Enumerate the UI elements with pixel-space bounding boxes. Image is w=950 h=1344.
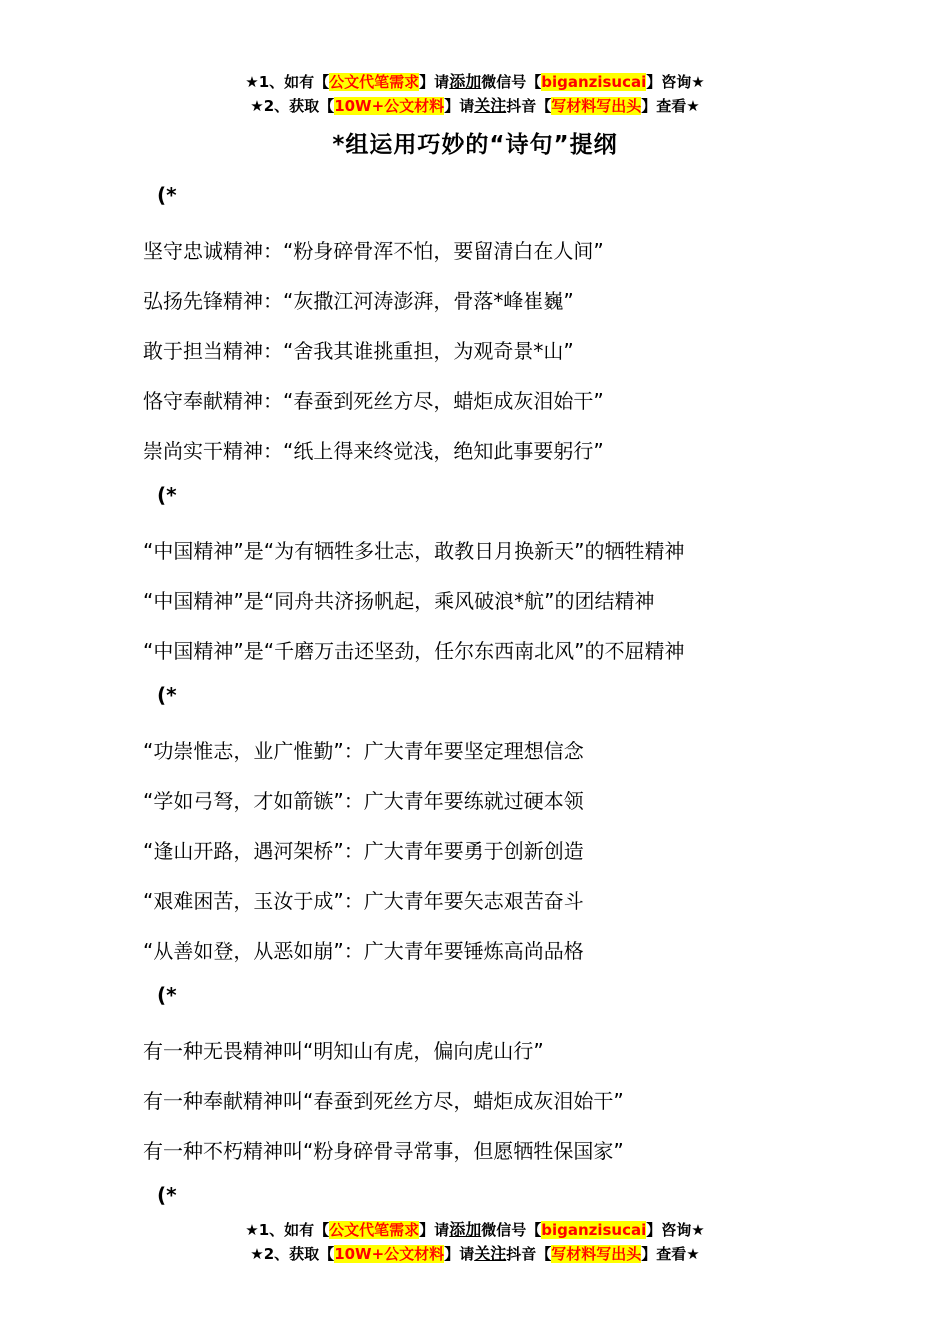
banner-line-2 [0,94,950,118]
page-title: *组运用巧妙的“诗句”提纲 [332,132,618,158]
section-heading: (* [157,483,177,507]
list-item: 有一种不朽精神叫“粉身碎骨寻常事，但愿牺牲保国家” [143,1139,624,1163]
footer-banner [0,1218,950,1266]
banner-text: 】请 [419,1221,450,1239]
banner-text: ★2、获取【 [250,1245,335,1263]
underlined-text: 关注 [474,96,507,115]
section-heading: (* [157,1183,177,1207]
list-item: 坚守忠诚精神：“粉身碎骨浑不怕，要留清白在人间” [143,239,604,263]
list-item: “中国精神”是“千磨万击还坚劲，任尔东西南北风”的不屈精神 [143,639,685,663]
list-item: 崇尚实干精神：“纸上得来终觉浅，绝知此事要躬行” [143,439,604,463]
list-item: 恪守奉献精神：“春蚕到死丝方尽，蜡炬成灰泪始干” [143,389,604,413]
highlight-douyin-id: 写材料写出头 [551,97,642,115]
banner-text: 】请 [444,1245,475,1263]
banner-text: ★1、如有【 [245,73,330,91]
banner-text: 微信号【 [481,73,542,91]
banner-text: 】咨询★ [646,73,705,91]
list-item: 有一种无畏精神叫“明知山有虎，偏向虎山行” [143,1039,544,1063]
highlight-materials: 10W+公文材料 [334,97,445,115]
list-item: “学如弓弩，才如箭镞”：广大青年要练就过硬本领 [143,789,584,813]
underlined-text: 添加 [449,72,482,91]
banner-text: 】查看★ [641,1245,700,1263]
list-item: “功崇惟志，业广惟勤”：广大青年要坚定理想信念 [143,739,584,763]
highlight-wechat-id: biganzisucai [541,73,647,91]
banner-line-1 [0,1218,950,1242]
banner-line-2 [0,1242,950,1266]
list-item: 弘扬先锋精神：“灰撒江河涛澎湃，骨落*峰崔巍” [143,289,574,313]
highlight-materials: 10W+公文材料 [334,1245,445,1263]
banner-text: ★2、获取【 [250,97,335,115]
document-body [143,176,843,1226]
banner-text: 】咨询★ [646,1221,705,1239]
list-item: “中国精神”是“为有牺牲多壮志，敢教日月换新天”的牺牲精神 [143,539,685,563]
banner-text: 】查看★ [641,97,700,115]
banner-text: 微信号【 [481,1221,542,1239]
underlined-text: 添加 [449,1220,482,1239]
section-heading: (* [157,983,177,1007]
banner-text: 】请 [444,97,475,115]
list-item: “艰难困苦，玉汝于成”：广大青年要矢志艰苦奋斗 [143,889,584,913]
highlight-service: 公文代笔需求 [329,1221,420,1239]
banner-text: 】请 [419,73,450,91]
list-item: “逢山开路，遇河架桥”：广大青年要勇于创新创造 [143,839,584,863]
section-heading: (* [157,183,177,207]
list-item: “从善如登，从恶如崩”：广大青年要锤炼高尚品格 [143,939,584,963]
banner-text: 抖音【 [506,1245,552,1263]
header-banner [0,70,950,118]
banner-line-1 [0,70,950,94]
highlight-service: 公文代笔需求 [329,73,420,91]
list-item: 有一种奉献精神叫“春蚕到死丝方尽，蜡炬成灰泪始干” [143,1089,624,1113]
underlined-text: 关注 [474,1244,507,1263]
banner-text: 抖音【 [506,97,552,115]
highlight-wechat-id: biganzisucai [541,1221,647,1239]
banner-text: ★1、如有【 [245,1221,330,1239]
list-item: 敢于担当精神：“舍我其谁挑重担，为观奇景*山” [143,339,574,363]
section-heading: (* [157,683,177,707]
highlight-douyin-id: 写材料写出头 [551,1245,642,1263]
list-item: “中国精神”是“同舟共济扬帆起，乘风破浪*航”的团结精神 [143,589,655,613]
